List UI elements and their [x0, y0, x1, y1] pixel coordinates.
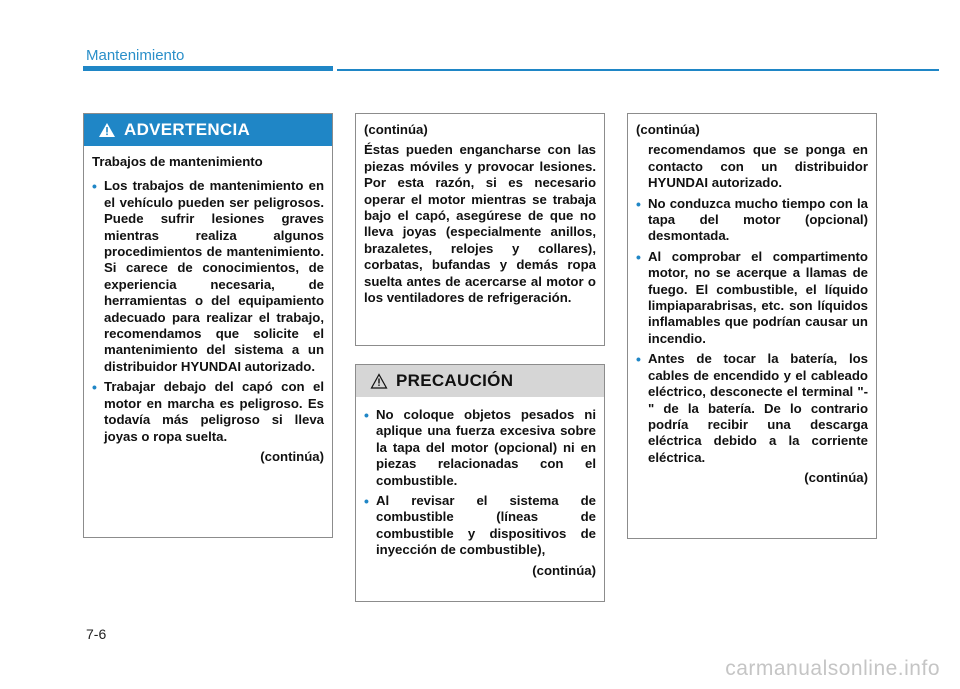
- continued-body: [356, 114, 604, 314]
- continued-lead: recomendamos que se ponga en contacto con un distribuidor HYUNDAI autorizado.: [648, 142, 868, 191]
- bullet-icon: •: [364, 407, 369, 423]
- bullet-icon: •: [92, 379, 97, 396]
- list-item: • No coloque objetos pesados ni aplique una fuerza excesiva sobre la tapa del motor (opcional) ni en piezas relacionadas con el combustible.: [364, 407, 596, 488]
- caution-continued-box: [627, 113, 877, 539]
- list-item: • Los trabajos de mantenimiento en el vehículo pueden ser peligrosos. Puede sufrir lesiones graves mientras realiza algunos procedimientos de mantenimiento. Si carece de conocimientos, de experiencia necesaria, de herramientas o del equipamiento adecuado para realizar el trabajo, recomendamos que solicite el mantenimiento del sistema a un distribuidor HYUNDAI autorizado.: [92, 178, 324, 374]
- continues-label: (continúa): [260, 448, 324, 464]
- warning-header: [84, 114, 332, 146]
- caution-header: [356, 365, 604, 397]
- warning-title: ADVERTENCIA: [124, 120, 251, 139]
- list-item: • Trabajar debajo del capó con el motor en marcha es peligroso. Es todavía más peligroso si lleva joyas o ropa suelta.: [92, 379, 324, 444]
- list-item: • Antes de tocar la batería, los cables de encendido y el cableado eléctrico, desconecte el terminal "-" de la batería. De lo contrario podría recibir una descarga eléctrica debido a la corriente eléctrica.: [636, 351, 868, 465]
- list-item: • Al revisar el sistema de combustible (líneas de combustible y dispositivos de inyección de combustible),: [364, 493, 596, 558]
- bullet-icon: •: [364, 493, 369, 510]
- warning-list: [92, 178, 324, 445]
- right-list: [636, 196, 868, 467]
- continued-label: (continúa): [636, 122, 700, 137]
- caution-list: [364, 407, 596, 559]
- bullet-icon: •: [636, 248, 641, 265]
- watermark: carmanualsonline.info: [725, 657, 940, 680]
- bullet-icon: •: [92, 178, 97, 195]
- warning-subtitle: Trabajos de mantenimiento: [92, 154, 263, 169]
- continues-label: (continúa): [804, 470, 868, 486]
- right-body: [628, 114, 876, 495]
- header-rule-thick: [83, 66, 333, 71]
- continues-label: (continúa): [532, 562, 596, 578]
- caution-triangle-icon: [370, 373, 388, 389]
- header-rule-thin: [337, 69, 939, 71]
- list-item: • Al comprobar el compartimento motor, no se acerque a llamas de fuego. El combustible, el líquido limpiaparabrisas, etc. son líquidos inflamables que podrían causar un incendio.: [636, 248, 868, 346]
- list-item: • No conduzca mucho tiempo con la tapa del motor (opcional) desmontada.: [636, 195, 868, 244]
- bullet-icon: •: [636, 195, 641, 212]
- caution-title: PRECAUCIÓN: [396, 371, 514, 390]
- warning-body: [84, 146, 332, 473]
- continued-label: (continúa): [364, 122, 428, 137]
- page-number: 7-6: [86, 626, 107, 642]
- section-title: Mantenimiento: [86, 47, 185, 64]
- warning-box: [83, 113, 333, 538]
- bullet-icon: •: [636, 351, 641, 368]
- caution-body: [356, 397, 604, 587]
- warning-continued-box: [355, 113, 605, 346]
- warning-triangle-icon: [98, 122, 116, 138]
- caution-box: [355, 364, 605, 602]
- continued-text: Éstas pueden engancharse con las piezas móviles y provocar lesiones. Por esta razón, si es necesario operar el motor mientras se trabaja bajo el capó, asegúrese de que no lleva joyas (especialmente anillos, brazaletes, relojes y collares), corbatas, bufandas y demás ropa suelta antes de acercarse al motor o los ventiladores de refrigeración.: [364, 142, 596, 306]
